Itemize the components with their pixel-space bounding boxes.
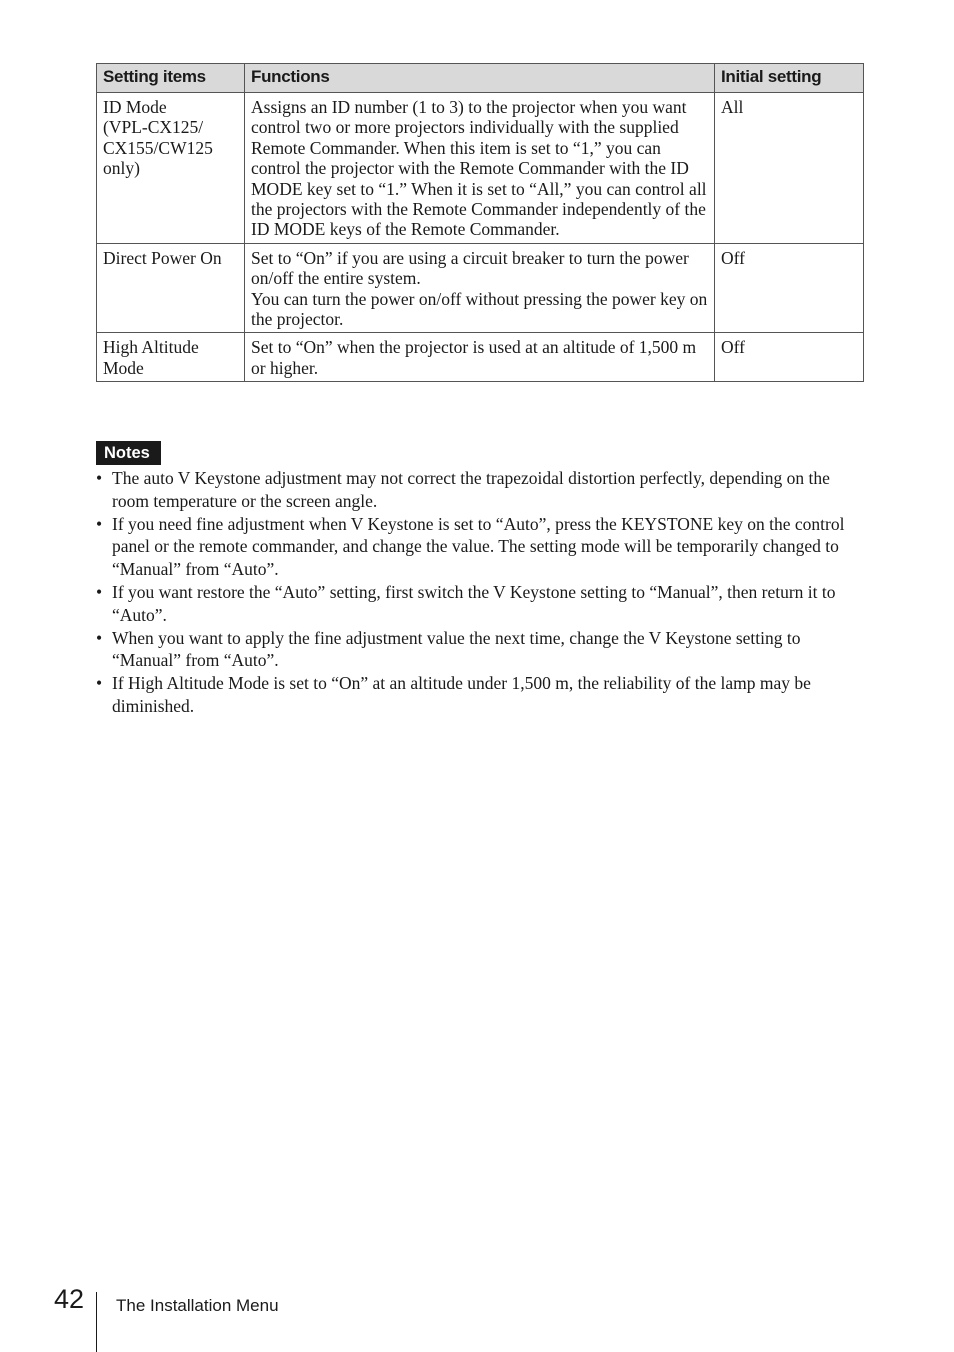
note-item <box>96 513 866 581</box>
function-cell: Set to “On” when the projector is used at an altitude of 1,500 m or higher. <box>245 333 715 382</box>
bullet-icon: • <box>96 468 103 488</box>
note-item <box>96 581 866 627</box>
function-cell: Assigns an ID number (1 to 3) to the projector when you want control two or more projectors individually with the supplied Remote Commander. When this item is set to “1,” you can control the projector with the Remote Commander with the ID MODE key set to “1.” When it is set to “All,” you can control all the projectors with the Remote Commander independently of the ID MODE keys of the Remote Commander. <box>245 93 715 244</box>
notes-label: Notes <box>96 441 161 465</box>
footer-divider <box>96 1292 97 1352</box>
note-item <box>96 627 866 673</box>
bullet-icon: • <box>96 581 103 602</box>
function-cell: Set to “On” if you are using a circuit breaker to turn the power on/off the entire system. You can turn the power on/off without pressing the power key on the projector. <box>245 243 715 333</box>
setting-item-cell: High Altitude Mode <box>97 333 245 382</box>
notes-list <box>96 467 866 718</box>
note-text: If you need fine adjustment when V Keystone is set to “Auto”, press the KEYSTONE key on the control panel or the remote commander, and change the value. The setting mode will be temporarily changed to “Manual” from “Auto”. <box>112 513 845 580</box>
settings-table <box>96 63 864 382</box>
bullet-icon: • <box>96 513 103 534</box>
column-header-setting-items: Setting items <box>97 64 245 93</box>
table-row <box>97 333 864 382</box>
setting-item-cell: ID Mode (VPL-CX125/ CX155/CW125 only) <box>97 93 245 244</box>
bullet-icon: • <box>96 673 103 694</box>
initial-setting-cell: Off <box>715 243 864 333</box>
note-text: If you want restore the “Auto” setting, first switch the V Keystone setting to “Manual”, then return it to “Auto”. <box>112 581 836 625</box>
note-text: If High Altitude Mode is set to “On” at an altitude under 1,500 m, the reliability of the lamp may be diminished. <box>112 673 811 716</box>
column-header-functions: Functions <box>245 64 715 93</box>
table-row <box>97 93 864 244</box>
note-text: The auto V Keystone adjustment may not correct the trapezoidal distortion perfectly, depending on the room temperature or the screen angle. <box>112 468 830 511</box>
note-item <box>96 672 866 718</box>
note-item <box>96 467 866 513</box>
note-text: When you want to apply the fine adjustment value the next time, change the V Keystone setting to “Manual” from “Auto”. <box>112 627 801 671</box>
table-row <box>97 243 864 333</box>
table-header-row <box>97 64 864 93</box>
column-header-initial-setting: Initial setting <box>715 64 864 93</box>
footer-section-title: The Installation Menu <box>116 1296 279 1315</box>
setting-item-cell: Direct Power On <box>97 243 245 333</box>
bullet-icon: • <box>96 627 103 648</box>
initial-setting-cell: All <box>715 93 864 244</box>
page-number: 42 <box>54 1284 85 1314</box>
initial-setting-cell: Off <box>715 333 864 382</box>
